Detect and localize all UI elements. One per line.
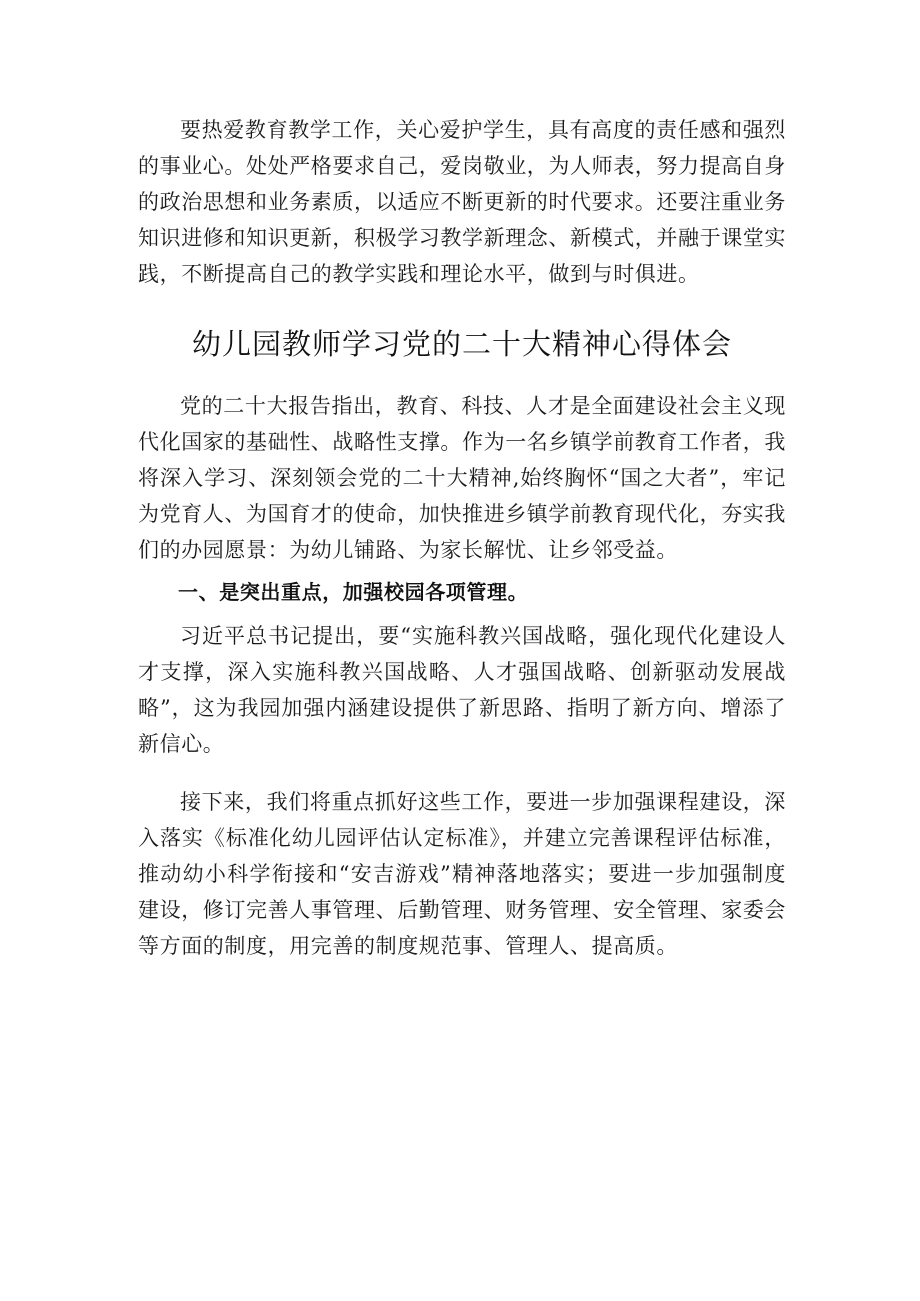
section-heading: 一、是突出重点，加强校园各项管理。 (178, 580, 529, 604)
body-paragraph: 党的二十大报告指出，教育、科技、人才是全面建设社会主义现代化国家的基础性、战略性支撑。作为一名乡镇学前教育工作者，我将深入学习、深刻领会党的二十大精神,始终胸怀“国之大者”，牢记为党育人、为国育才的使命，加快推进乡镇学前教育现代化，夯实我们的办园愿景：为幼儿铺路、为家长解忧、让乡邻受益。 (138, 394, 786, 562)
section-paragraph: 接下来，我们将重点抓好这些工作，要进一步加强课程建设，深入落实《标准化幼儿园评估认定标准》，并建立完善课程评估标准，推动幼小科学衔接和“安吉游戏”精神落地落实；要进一步加强制度建设，修订完善人事管理、后勤管理、财务管理、安全管理、家委会等方面的制度，用完善的制度规范事、管理人、提高质。 (138, 790, 786, 958)
section-paragraph: 习近平总书记提出，要“实施科教兴国战略，强化现代化建设人才支撑，深入实施科教兴国战略、人才强国战略、创新驱动发展战略”，这为我园加强内涵建设提供了新思路、指明了新方向、增添了新信心。 (138, 624, 786, 756)
document-title: 幼儿园教师学习党的二十大精神心得体会 (191, 327, 732, 361)
intro-paragraph: 要热爱教育教学工作，关心爱护学生，具有高度的责任感和强烈的事业心。处处严格要求自己，爱岗敬业，为人师表，努力提高自身的政治思想和业务素质，以适应不断更新的时代要求。还要注重业务知识进修和知识更新，积极学习教学新理念、新模式，并融于课堂实践，不断提高自己的教学实践和理论水平，做到与时俱进。 (138, 118, 786, 286)
document-body (138, 112, 786, 964)
